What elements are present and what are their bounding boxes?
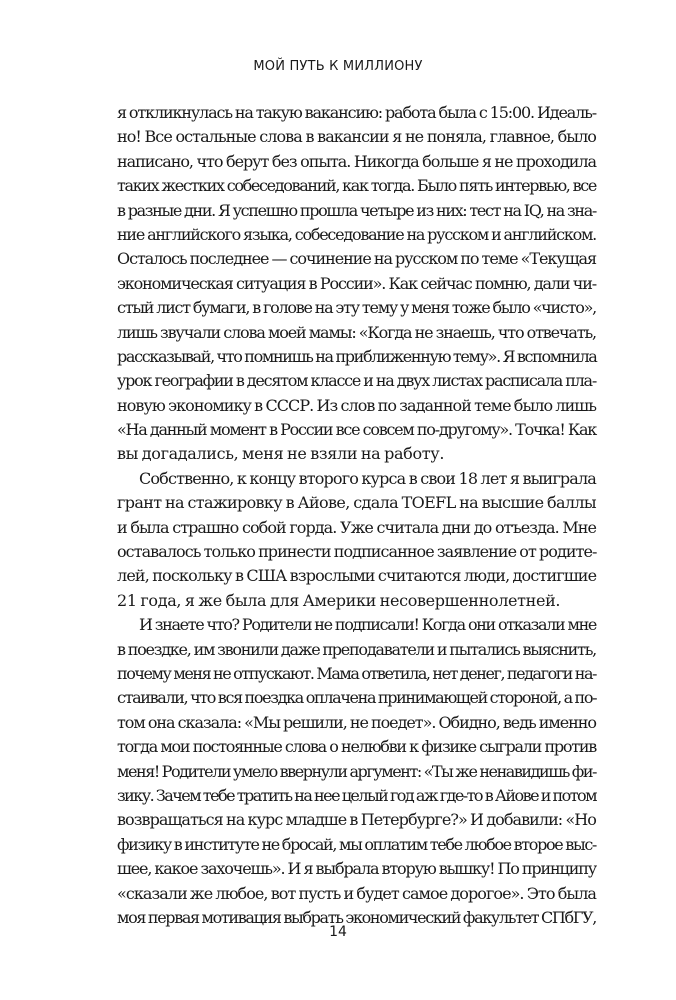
- text-line: в поездке, им звонили даже преподаватели и пытались выяснить,: [117, 639, 596, 659]
- text-line: том она сказала: «Мы решили, не поедет». Обидно, ведь именно: [117, 712, 596, 732]
- body-text: [117, 101, 596, 930]
- text-line: тогда мои постоянные слова о нелюбви к физике сыграли против: [117, 737, 596, 757]
- paragraph-2: [117, 467, 596, 613]
- text-line: возвращаться на курс младше в Петербурге?» И добавили: «Но: [117, 810, 596, 830]
- text-line: таких жестких собеседований, как тогда. Было пять интервью, все: [117, 176, 596, 196]
- text-line: написано, что берут без опыта. Никогда больше я не проходила: [117, 151, 596, 171]
- text-line: И знаете что? Родители не подписали! Когда они отказали мне: [139, 615, 596, 635]
- text-line: в разные дни. Я успешно прошла четыре из них: тест на IQ, на зна-: [117, 200, 596, 220]
- text-line: новую экономику в СССР. Из слов по заданной теме было лишь: [117, 395, 596, 415]
- text-line: Собственно, к концу второго курса в свои 18 лет я выиграла: [139, 468, 596, 488]
- text-line: «сказали же любое, вот пусть и будет самое дорогое». Это была: [117, 883, 596, 903]
- text-line: лей, поскольку в США взрослыми считаются люди, достигшие: [117, 566, 597, 586]
- text-line: лишь звучали слова моей мамы: «Когда не знаешь, что отвечать,: [117, 322, 596, 342]
- paragraph-3: [117, 613, 596, 930]
- text-line: физику в институте не бросай, мы оплатим тебе любое второе выс-: [117, 834, 596, 854]
- text-line: вы догадались, меня не взяли на работу.: [117, 444, 445, 464]
- text-line: рассказывай, что помнишь на приближенную тему». Я вспомнила: [117, 346, 597, 366]
- text-line: экономическая ситуация в России». Как сейчас помню, дали чи-: [117, 273, 596, 293]
- text-line: я откликнулась на такую вакансию: работа была с 15:00. Идеаль-: [117, 103, 596, 122]
- text-line: стый лист бумаги, в голове на эту тему у меня тоже было «чисто»,: [117, 298, 596, 318]
- text-line: урок географии в десятом классе и на двух листах расписала пла-: [117, 371, 596, 391]
- text-line: почему меня не отпускают. Мама ответила, нет денег, педагоги на-: [117, 663, 596, 683]
- text-line: стаивали, что вся поездка оплачена принимающей стороной, а по-: [117, 688, 597, 708]
- page-number: 14: [329, 924, 347, 940]
- text-line: моя первая мотивация выбрать экономический факультет СПбГУ,: [117, 907, 596, 927]
- text-line: ние английского языка, собеседование на русском и английском.: [117, 224, 596, 244]
- text-line: «На данный момент в России все совсем по-другому». Точка! Как: [117, 420, 596, 440]
- text-line: меня! Родители умело ввернули аргумент: «Ты же ненавидишь фи-: [117, 761, 596, 781]
- text-line: Осталось последнее — сочинение на русском по теме «Текущая: [117, 249, 597, 269]
- text-line: шее, какое захочешь». И я выбрала вторую вышку! По принципу: [117, 859, 596, 879]
- text-line: и была страшно собой горда. Уже считала дни до отъезда. Мне: [117, 517, 596, 537]
- paragraph-1: [117, 101, 596, 467]
- text-line: 21 года, я же была для Америки несовершеннолетней.: [117, 590, 561, 610]
- text-line: зику. Зачем тебе тратить на нее целый год аж где-то в Айове и потом: [117, 785, 596, 805]
- running-title: МОЙ ПУТЬ К МИЛЛИОНУ: [253, 59, 423, 74]
- text-line: оставалось только принести подписанное заявление от родите-: [117, 542, 597, 562]
- text-line: но! Все остальные слова в вакансии я не поняла, главное, было: [117, 127, 596, 147]
- text-line: грант на стажировку в Айове, сдала TOEFL на высшие баллы: [117, 493, 596, 513]
